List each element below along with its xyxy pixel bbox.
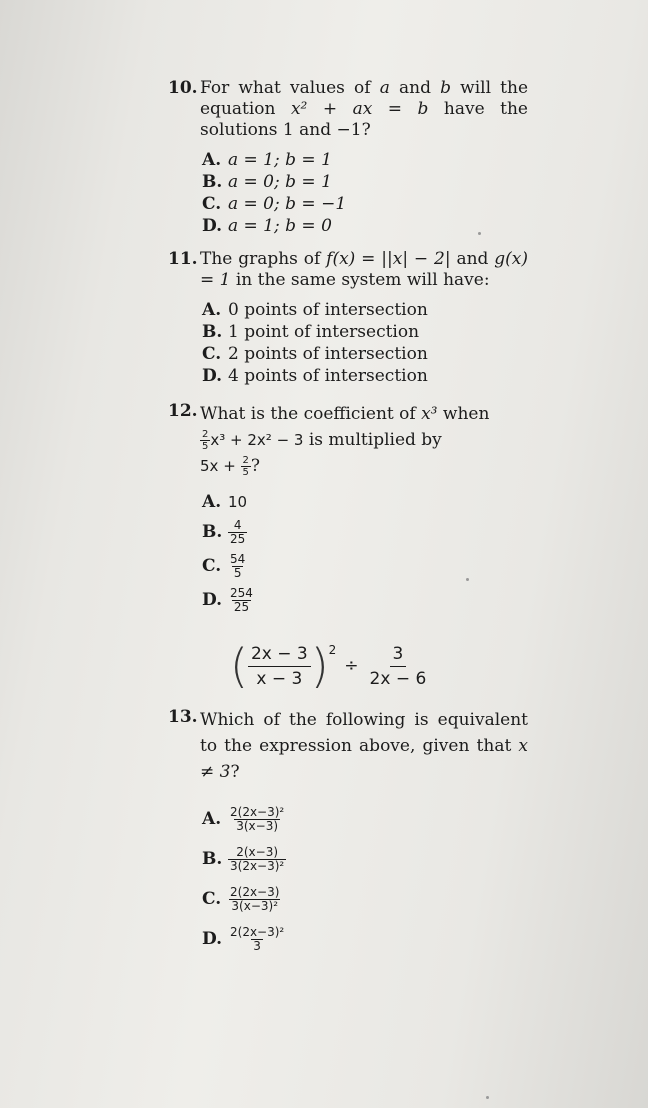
- option-c[interactable]: C. $\frac{54}{5}$: [202, 551, 246, 580]
- answer-options: [200, 299, 528, 387]
- option-d[interactable]: D. a = 1; b = 0: [202, 215, 332, 236]
- question-12: [168, 401, 528, 617]
- answer-options: [200, 489, 528, 617]
- question-11: [168, 249, 528, 387]
- option-b[interactable]: B. 1 point of intersection: [202, 321, 420, 342]
- fraction: $\frac{3}{2x - 6}$: [369, 643, 427, 689]
- fraction: $\frac{\text{2(2x−3)²}}{3}$: [230, 924, 285, 953]
- answer-options: [200, 149, 528, 237]
- option-b[interactable]: B. $\frac{2(x-3)}{\text{3(2x−3)²}}$: [202, 844, 285, 873]
- question-number: 13.: [168, 707, 198, 727]
- question-stem: What is the coefficient of x³ when $\frac{2}{5}$ x³ + 2x² − 3 is multiplied by 5x + $\frac{2}{5}$ ?: [200, 404, 490, 478]
- question-stem: For what values of a and b will the equation x² + ax = b have the solutions 1 and −1?: [200, 78, 529, 140]
- fraction: $\frac{2}{5}$: [202, 429, 209, 452]
- question-10: [168, 78, 528, 237]
- question-number: 10.: [168, 78, 198, 98]
- question-13: [168, 707, 528, 959]
- option-d[interactable]: D. $\frac{254}{25}$: [202, 585, 253, 614]
- option-a[interactable]: A. 10: [202, 491, 248, 512]
- expression-display: ( 2x − 3 x − 3 ) 2 ÷ $\frac{3}{2x - 6}$: [230, 643, 528, 689]
- option-a[interactable]: A. a = 1; b = 1: [202, 149, 332, 170]
- fraction: $\frac{\text{2(2x−3)²}}{3(x-3)}$: [230, 804, 285, 833]
- option-c[interactable]: C. 2 points of intersection: [202, 343, 428, 364]
- fraction: $\frac{54}{5}$: [230, 551, 246, 580]
- option-d[interactable]: D. $\frac{\text{2(2x−3)²}}{3}$: [202, 924, 285, 953]
- fraction: 2x − 3 x − 3: [248, 644, 311, 689]
- worksheet-page: [168, 78, 528, 959]
- option-a[interactable]: A. 0 points of intersection: [202, 299, 428, 320]
- fraction: $\frac{2(2x-3)}{\text{3(x−3)²}}$: [230, 884, 280, 913]
- question-stem: Which of the following is equivalent to the expression above, given that x ≠ 3?: [200, 710, 528, 782]
- question-number: 11.: [168, 249, 198, 269]
- paper-speck: [486, 1096, 489, 1099]
- option-c[interactable]: C. $\frac{2(2x-3)}{\text{3(x−3)²}}$: [202, 884, 280, 913]
- option-c[interactable]: C. a = 0; b = −1: [202, 193, 347, 214]
- question-number: 12.: [168, 401, 198, 421]
- question-stem: The graphs of f(x) = ||x| − 2| and g(x) = 1 in the same system will have:: [200, 249, 529, 290]
- fraction: $\frac{4}{25}$: [230, 517, 246, 546]
- fraction: $\frac{254}{25}$: [230, 585, 253, 614]
- option-b[interactable]: B. $\frac{4}{25}$: [202, 517, 246, 546]
- option-a[interactable]: A. $\frac{\text{2(2x−3)²}}{3(x-3)}$: [202, 804, 285, 833]
- option-b[interactable]: B. a = 0; b = 1: [202, 171, 332, 192]
- bleed-through-text: [18, 95, 22, 110]
- answer-options: [200, 799, 528, 959]
- fraction: $\frac{2}{5}$: [242, 455, 249, 478]
- option-d[interactable]: D. 4 points of intersection: [202, 365, 428, 386]
- fraction: $\frac{2(x-3)}{\text{3(2x−3)²}}$: [230, 844, 285, 873]
